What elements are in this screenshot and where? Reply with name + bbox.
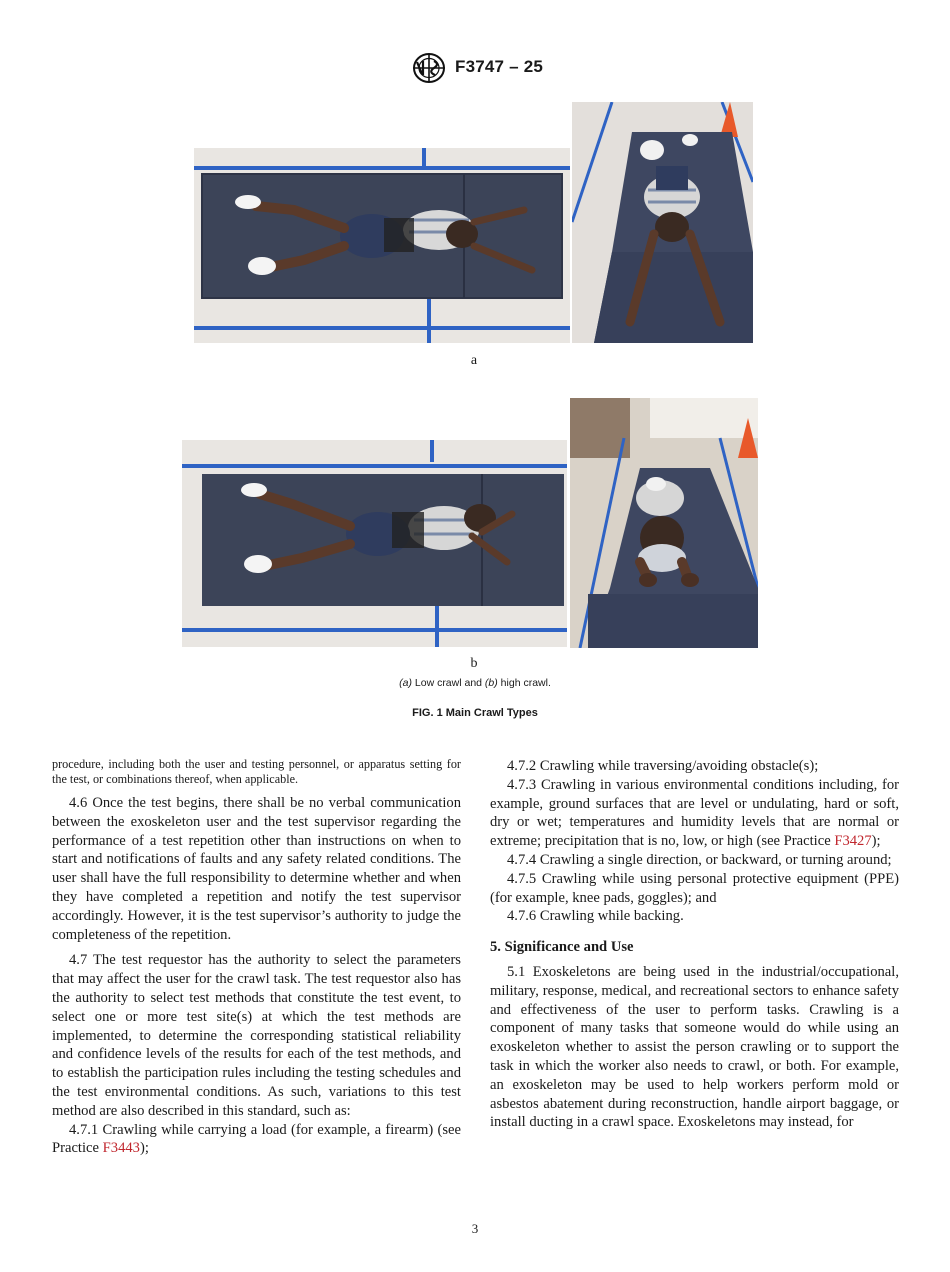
- figure-sublabel-a: a: [470, 353, 478, 368]
- paragraph-4-7-1: [52, 1121, 461, 1159]
- paragraph-continued: procedure, including both the user and testing personnel, or apparatus setting for the test, or combinations thereof, when applicable.: [52, 757, 461, 786]
- right-column: [490, 757, 899, 1132]
- left-column: [52, 757, 461, 1158]
- paragraph-4-7-6: 4.7.6 Crawling while backing.: [507, 908, 684, 925]
- paragraph-4-7-5: 4.7.5 Crawling while using personal protective equipment (PPE) (for example, knee pads, goggles); and: [490, 870, 899, 906]
- paragraph-4-7-1-text: 4.7.1 Crawling while carrying a load (for example, a firearm) (see Practice: [52, 1121, 461, 1157]
- paragraph-4-7-2: 4.7.2 Crawling while traversing/avoiding obstacle(s);: [507, 758, 819, 774]
- paragraph-5-1: 5.1 Exoskeletons are being used in the industrial/occupational, military, response, medical, and recreational sectors to enhance safety and effectiveness of the user to perform tasks. Crawling is a component of many tasks that someone would do while using an exoskeleton whether to assist the person crawling or to support the task in which the worker also needs to crawl, or both. For example, an exoskeleton may be used to help workers perform mold or asbestos abatement during reconstruction, handle airport baggage, or install ducting in a crawl space. Exoskeletons may instead, for: [490, 963, 899, 1131]
- section-heading-5: 5. Significance and Use: [490, 939, 634, 956]
- caption-low-text: Low crawl and: [411, 677, 485, 689]
- astm-logo-icon: [409, 52, 449, 84]
- page-number: 3: [471, 1221, 479, 1236]
- photo-high-crawl-side: [182, 440, 567, 647]
- caption-a-label: (a): [399, 677, 412, 689]
- photo-low-crawl-front: [572, 102, 753, 343]
- page-header: [0, 52, 950, 84]
- figure-caption: [0, 677, 950, 689]
- paragraph-4-7-4: 4.7.4 Crawling a single direction, or backward, or turning around;: [507, 851, 892, 868]
- paragraph-4-7: 4.7 The test requestor has the authority to select the parameters that may affect the user for the crawl task. The test requestor also has the authority to select test methods that constitute the test event, to select one or more test site(s) at which the test methods are implemented, to determine the corresponding statistical reliability and confidence levels of the results for each of the test methods, and to establish the participation rules including the testing schedules and the test environmental conditions. As such, variations to this test method are also described in this standard, such as:: [52, 952, 461, 1119]
- paragraph-4-6: 4.6 Once the test begins, there shall be no verbal communication between the exoskeleton user and the test supervisor regarding the performance of a test repetition other than instructions on when to start and notifications of faults and any safety related conditions. The user shall have the full responsibility to determine whether and when they have completed a repetition and notify the test supervisor accordingly. However, it is the test supervisor’s authority to judge the completeness of the repetition.: [52, 795, 461, 943]
- paragraph-4-7-1-end: );: [139, 1140, 149, 1157]
- caption-high-text: high crawl.: [497, 677, 551, 689]
- standard-number: F3747 – 25: [455, 57, 544, 76]
- photo-low-crawl-side: [194, 148, 570, 343]
- paragraph-4-7-3-end: );: [871, 833, 881, 850]
- figure-sublabel-b: b: [470, 656, 478, 671]
- figure-title: FIG. 1 Main Crawl Types: [412, 707, 538, 719]
- photo-high-crawl-front: [570, 398, 758, 648]
- caption-b-label: (b): [484, 677, 498, 689]
- reference-link-f3427[interactable]: F3427: [834, 833, 872, 850]
- paragraph-4-7-3: [490, 776, 899, 851]
- paragraph-4-7-3-text: 4.7.3 Crawling in various environmental conditions including, for example, ground surfaces that are level or undulating, hard or soft, dry or wet; temperatures and humidity levels that are normal or extreme; precipitation that is no, low, or high (see Practice: [490, 776, 899, 850]
- reference-link-f3443[interactable]: F3443: [102, 1140, 140, 1157]
